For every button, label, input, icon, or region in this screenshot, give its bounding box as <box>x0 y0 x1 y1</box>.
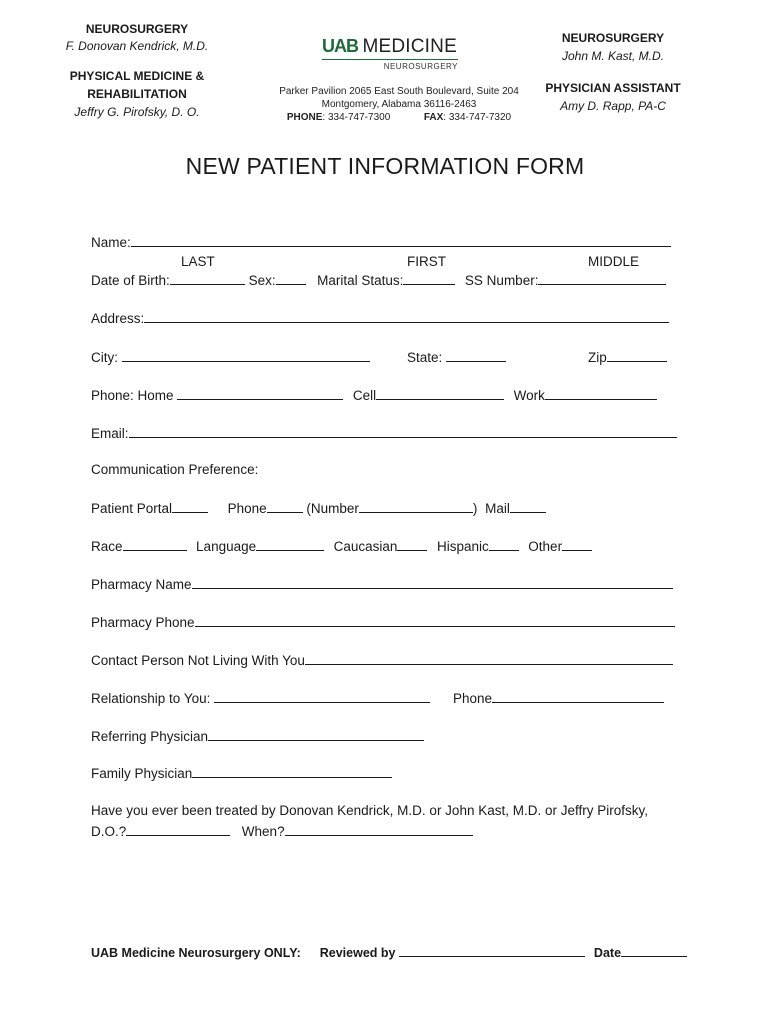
number-label: (Number <box>306 501 359 516</box>
name-input[interactable] <box>131 234 671 247</box>
ssn-input[interactable] <box>538 272 666 285</box>
pharmacy-name-input[interactable] <box>192 576 673 589</box>
address-row <box>91 310 669 326</box>
city-label: City: <box>91 350 118 365</box>
number-input[interactable] <box>359 500 473 513</box>
hispanic-label: Hispanic <box>436 539 489 554</box>
caucasian-label: Caucasian <box>333 539 398 554</box>
pharmacy-phone-row <box>91 614 675 630</box>
patient-portal-input[interactable] <box>172 500 208 513</box>
other-input[interactable] <box>562 538 592 551</box>
email-label: Email: <box>91 426 129 441</box>
referring-input[interactable] <box>208 728 424 741</box>
caucasian-input[interactable] <box>397 538 427 551</box>
relationship-row <box>91 690 430 706</box>
right-pa-rapp: Amy D. Rapp, PA-C <box>560 99 666 113</box>
contact-line <box>270 112 528 123</box>
zip-input[interactable] <box>607 349 667 362</box>
family-input[interactable] <box>192 765 392 778</box>
relationship-label: Relationship to You: <box>91 691 211 706</box>
work-label: Work <box>513 388 545 403</box>
comm-phone-label: Phone <box>227 501 267 516</box>
name-row <box>91 234 671 250</box>
fax-value: : 334-747-7320 <box>443 112 512 123</box>
dob-row <box>91 272 666 288</box>
number-close: ) <box>472 501 478 516</box>
left-dept-pmr-line1: PHYSICAL MEDICINE & <box>69 69 205 83</box>
rel-phone-field <box>453 690 664 706</box>
cell-input[interactable] <box>376 387 504 400</box>
clinic-address <box>270 86 528 123</box>
rel-phone-label: Phone <box>453 691 493 706</box>
referring-row <box>91 728 424 744</box>
email-row <box>91 425 677 441</box>
treated-prefix: D.O.? <box>91 824 127 839</box>
mail-label: Mail <box>485 501 510 516</box>
family-label: Family Physician <box>91 766 193 781</box>
contact-row <box>91 652 673 668</box>
patient-portal-label: Patient Portal <box>91 501 173 516</box>
left-doctor-pirofsky: Jeffry G. Pirofsky, D. O. <box>74 105 200 119</box>
form-title: NEW PATIENT INFORMATION FORM <box>185 153 585 179</box>
header-left <box>55 22 219 119</box>
language-input[interactable] <box>256 538 324 551</box>
sex-input[interactable] <box>276 272 306 285</box>
reviewed-by-input[interactable] <box>399 944 585 957</box>
pharmacy-name-label: Pharmacy Name <box>91 577 192 592</box>
cell-label: Cell <box>352 388 377 403</box>
name-first-caption: FIRST <box>407 254 446 269</box>
marital-input[interactable] <box>403 272 455 285</box>
date-label: Date <box>593 946 622 960</box>
race-input[interactable] <box>123 538 187 551</box>
name-label: Name: <box>91 235 131 250</box>
name-last-caption: LAST <box>181 254 215 269</box>
mail-input[interactable] <box>510 500 546 513</box>
uab-mark: UAB <box>322 36 358 56</box>
phone-value: : 334-747-7300 <box>322 112 391 123</box>
dob-input[interactable] <box>170 272 245 285</box>
email-input[interactable] <box>129 425 677 438</box>
contact-label: Contact Person Not Living With You <box>91 653 305 668</box>
pharmacy-phone-label: Pharmacy Phone <box>91 615 195 630</box>
city-row <box>91 349 370 365</box>
logo-neurosurgery-sub: NEUROSURGERY <box>383 62 458 71</box>
pharmacy-name-row <box>91 576 673 592</box>
uab-medicine-logo <box>322 36 462 71</box>
address-line2: Montgomery, Alabama 36116-2463 <box>321 99 477 110</box>
logo-divider <box>322 59 458 60</box>
treated-line1: Have you ever been treated by Donovan Kendrick, M.D. or John Kast, M.D. or Jeffry Pirofsky, <box>91 803 648 818</box>
zip-label: Zip <box>588 350 607 365</box>
logo-medicine-word: MEDICINE <box>362 36 457 57</box>
phone-label: PHONE <box>286 112 323 123</box>
comm-phone-input[interactable] <box>267 500 303 513</box>
office-only-label: UAB Medicine Neurosurgery ONLY: <box>91 946 301 960</box>
comm-pref-row <box>91 500 546 516</box>
sex-label: Sex: <box>248 273 276 288</box>
right-doctor-kast: John M. Kast, M.D. <box>561 49 665 63</box>
treated-line2 <box>91 823 473 839</box>
when-label: When? <box>241 824 285 839</box>
date-input[interactable] <box>621 944 687 957</box>
fax-label: FAX <box>423 112 444 123</box>
marital-label: Marital Status: <box>317 273 404 288</box>
footer-row <box>91 944 687 960</box>
comm-pref-label: Communication Preference: <box>91 462 259 477</box>
city-input[interactable] <box>122 349 370 362</box>
rel-phone-input[interactable] <box>492 690 664 703</box>
left-dept-pmr-line2: REHABILITATION <box>87 87 187 101</box>
family-row <box>91 765 392 781</box>
state-field <box>407 349 506 365</box>
relationship-input[interactable] <box>214 690 430 703</box>
header-right <box>540 31 686 113</box>
name-middle-caption: MIDDLE <box>588 254 640 269</box>
work-input[interactable] <box>545 387 657 400</box>
right-dept-pa: PHYSICIAN ASSISTANT <box>545 81 681 95</box>
referring-label: Referring Physician <box>91 729 209 744</box>
ssn-label: SS Number: <box>464 273 539 288</box>
address-input[interactable] <box>144 310 669 323</box>
phone-row <box>91 387 657 403</box>
dob-label: Date of Birth: <box>91 273 170 288</box>
treated-input[interactable] <box>126 823 230 836</box>
language-label: Language <box>196 539 257 554</box>
state-input[interactable] <box>446 349 506 362</box>
when-input[interactable] <box>285 823 473 836</box>
left-dept-neurosurgery: NEUROSURGERY <box>85 22 189 36</box>
right-dept-neurosurgery: NEUROSURGERY <box>561 31 665 45</box>
race-label: Race <box>91 539 123 554</box>
phone-home-label: Phone: Home <box>91 388 174 403</box>
address-label: Address: <box>91 311 145 326</box>
zip-field <box>588 349 667 365</box>
address-line1: Parker Pavilion 2065 East South Boulevard, Suite 204 <box>279 86 519 97</box>
state-label: State: <box>407 350 443 365</box>
other-label: Other <box>528 539 563 554</box>
reviewed-by-label: Reviewed by <box>319 946 396 960</box>
pharmacy-phone-input[interactable] <box>195 614 675 627</box>
race-row <box>91 538 592 554</box>
contact-input[interactable] <box>305 652 673 665</box>
left-doctor-kendrick: F. Donovan Kendrick, M.D. <box>65 39 209 53</box>
phone-home-input[interactable] <box>177 387 343 400</box>
hispanic-input[interactable] <box>489 538 519 551</box>
